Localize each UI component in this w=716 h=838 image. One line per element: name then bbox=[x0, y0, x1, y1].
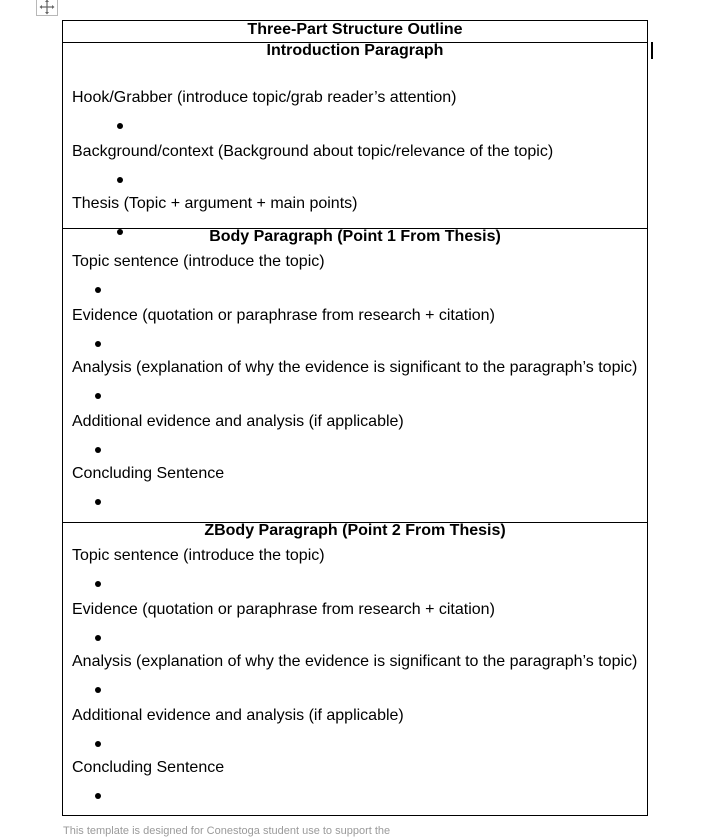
bullet-icon bbox=[95, 393, 101, 399]
outline-item[interactable]: Evidence (quotation or paraphrase from research + citation) bbox=[72, 307, 495, 324]
outline-item[interactable]: Analysis (explanation of why the evidence is significant to the paragraph’s topic) bbox=[72, 653, 638, 670]
outline-item[interactable]: Concluding Sentence bbox=[72, 465, 225, 482]
outline-item[interactable]: Additional evidence and analysis (if applicable) bbox=[72, 707, 404, 724]
bullet-icon bbox=[95, 287, 101, 293]
outline-item[interactable]: Additional evidence and analysis (if applicable) bbox=[72, 413, 404, 430]
footer-note: This template is designed for Conestoga student use to support the bbox=[63, 825, 391, 837]
table-move-handle[interactable] bbox=[36, 0, 58, 16]
bullet-icon bbox=[95, 793, 101, 799]
section-introduction[interactable] bbox=[63, 43, 647, 229]
outline-item[interactable]: Thesis (Topic + argument + main points) bbox=[72, 195, 358, 212]
text-cursor bbox=[651, 42, 653, 59]
outline-item[interactable]: Topic sentence (introduce the topic) bbox=[72, 253, 325, 270]
outline-item[interactable]: Hook/Grabber (introduce topic/grab reader’s attention) bbox=[72, 89, 457, 106]
outline-item[interactable]: Concluding Sentence bbox=[72, 759, 225, 776]
bullet-icon bbox=[95, 741, 101, 747]
outline-item[interactable]: Background/context (Background about topic/relevance of the topic) bbox=[72, 143, 554, 160]
bullet-icon bbox=[95, 581, 101, 587]
bullet-icon bbox=[95, 499, 101, 505]
outline-title: Three-Part Structure Outline bbox=[63, 21, 647, 43]
section-body-paragraph-1[interactable] bbox=[63, 229, 647, 523]
section-heading: Body Paragraph (Point 1 From Thesis) bbox=[209, 228, 501, 245]
section-body-paragraph-2[interactable] bbox=[63, 523, 647, 815]
bullet-icon bbox=[117, 123, 123, 129]
bullet-icon bbox=[95, 687, 101, 693]
outline-item[interactable]: Analysis (explanation of why the evidence is significant to the paragraph’s topic) bbox=[72, 359, 638, 376]
bullet-icon bbox=[95, 341, 101, 347]
bullet-icon bbox=[117, 177, 123, 183]
section-heading: Introduction Paragraph bbox=[266, 42, 444, 59]
move-handle-icon bbox=[39, 0, 55, 15]
outline-item[interactable]: Evidence (quotation or paraphrase from research + citation) bbox=[72, 601, 495, 618]
bullet-icon bbox=[95, 447, 101, 453]
section-heading: ZBody Paragraph (Point 2 From Thesis) bbox=[204, 522, 506, 539]
outline-table bbox=[62, 20, 648, 816]
outline-item[interactable]: Topic sentence (introduce the topic) bbox=[72, 547, 325, 564]
bullet-icon bbox=[95, 635, 101, 641]
